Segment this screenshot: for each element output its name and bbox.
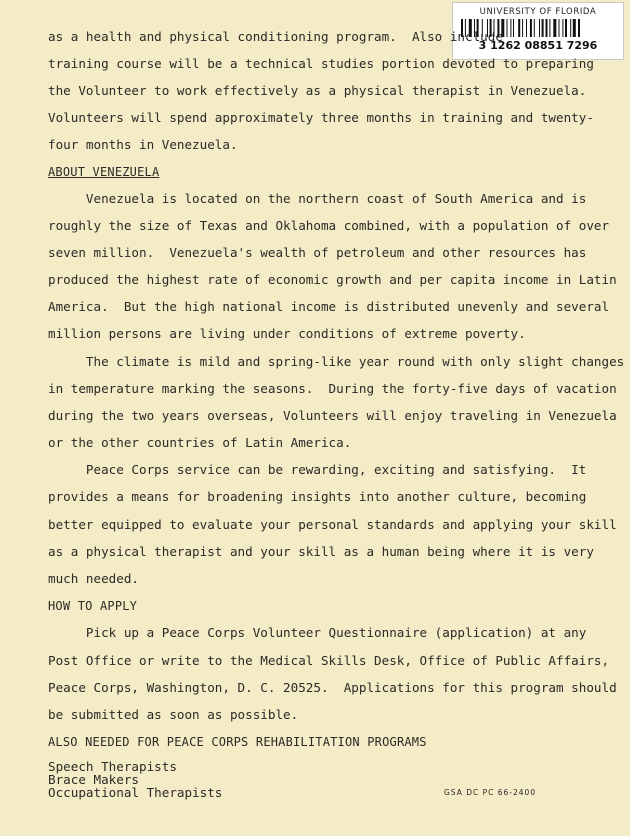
about-line: produced the highest rate of economic growth and per capita income in Latin <box>48 272 617 287</box>
about-line: America. But the high national income is distributed unevenly and several <box>48 299 610 314</box>
body-line: the Volunteer to work effectively as a physical therapist in Venezuela. <box>48 83 587 98</box>
about-line: roughly the size of Texas and Oklahoma combined, with a population of over <box>48 218 610 233</box>
print-code: GSA DC PC 66-2400 <box>444 788 537 797</box>
about-line: or the other countries of Latin America. <box>48 435 352 450</box>
body-line: Volunteers will spend approximately three months in training and twenty- <box>48 110 594 125</box>
section-heading-apply: HOW TO APPLY <box>48 599 138 613</box>
apply-line: Post Office or write to the Medical Skills Desk, Office of Public Affairs, <box>48 653 610 668</box>
about-line: much needed. <box>48 571 139 586</box>
about-line: during the two years overseas, Volunteers will enjoy traveling in Venezuela <box>48 408 617 423</box>
about-line: The climate is mild and spring-like year round with only slight changes <box>48 354 625 369</box>
section-heading-also-needed: ALSO NEEDED FOR PEACE CORPS REHABILITATION PROGRAMS <box>48 735 427 749</box>
body-line: four months in Venezuela. <box>48 137 238 152</box>
list-item: Occupational Therapists <box>48 785 223 800</box>
apply-line: be submitted as soon as possible. <box>48 707 299 722</box>
about-line: in temperature marking the seasons. During the forty-five days of vacation <box>48 381 617 396</box>
barcode-number: 3 1262 08851 7296 <box>478 39 598 52</box>
about-line: better equipped to evaluate your personal standards and applying your skill <box>48 517 617 532</box>
about-line: provides a means for broadening insights into another culture, becoming <box>48 489 587 504</box>
apply-line: Pick up a Peace Corps Volunteer Questionnaire (application) at any <box>48 625 587 640</box>
list-item: Speech Therapists <box>48 759 177 774</box>
body-line: as a health and physical conditioning program. Also include <box>48 29 503 44</box>
list-item: Brace Makers <box>48 772 139 787</box>
body-line: training course will be a technical studies portion devoted to preparing <box>48 56 594 71</box>
about-line: Peace Corps service can be rewarding, exciting and satisfying. It <box>48 462 587 477</box>
section-heading-about: ABOUT VENEZUELA <box>48 165 160 179</box>
apply-line: Peace Corps, Washington, D. C. 20525. Applications for this program should <box>48 680 617 695</box>
library-name: UNIVERSITY OF FLORIDA <box>479 7 597 17</box>
about-line: as a physical therapist and your skill as a human being where it is very <box>48 544 594 559</box>
about-line: Venezuela is located on the northern coast of South America and is <box>48 191 587 206</box>
about-line: seven million. Venezuela's wealth of petroleum and other resources has <box>48 245 587 260</box>
about-line: million persons are living under conditions of extreme poverty. <box>48 326 526 341</box>
